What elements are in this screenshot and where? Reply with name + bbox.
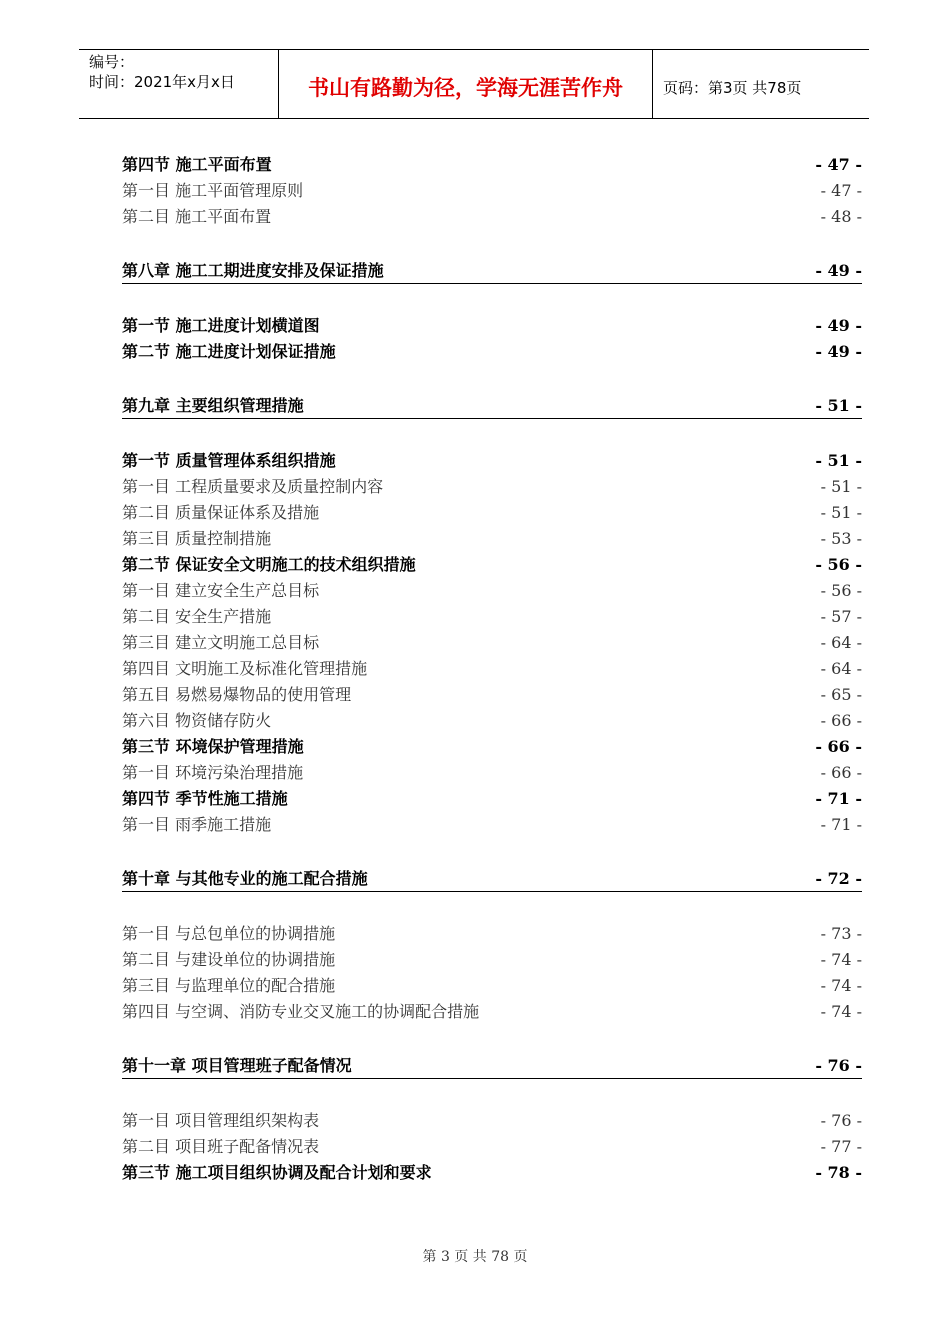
- toc-item-entry[interactable]: [122, 604, 862, 630]
- toc-entry-page-number: - 73 -: [820, 924, 862, 943]
- toc-entry-page-number: - 56 -: [815, 555, 862, 574]
- toc-item-entry[interactable]: [122, 1108, 862, 1134]
- toc-item-entry[interactable]: [122, 947, 862, 973]
- toc-entry-label: 第五目 易燃易爆物品的使用管理: [122, 685, 352, 704]
- toc-entry-label: 第三节 环境保护管理措施: [122, 737, 304, 756]
- toc-entry-page-number: - 66 -: [820, 711, 862, 730]
- toc-spacer: [122, 230, 862, 259]
- toc-entry-label: 第三目 与监理单位的配合措施: [122, 976, 336, 995]
- toc-entry-label: 第一节 施工进度计划横道图: [122, 316, 320, 335]
- header-info-cell: [79, 50, 279, 118]
- toc-item-entry[interactable]: [122, 812, 862, 838]
- toc-item-entry[interactable]: [122, 578, 862, 604]
- toc-item-entry[interactable]: [122, 708, 862, 734]
- toc-entry-page-number: - 66 -: [815, 737, 862, 756]
- toc-entry-page-number: - 74 -: [820, 976, 862, 995]
- toc-spacer: [122, 892, 862, 921]
- toc-entry-page-number: - 47 -: [820, 181, 862, 200]
- page-code: 页码：第3页 共78页: [663, 78, 802, 97]
- toc-entry-page-number: - 65 -: [820, 685, 862, 704]
- number-label: 编号：: [89, 53, 135, 71]
- toc-entry-label: 第一目 项目管理组织架构表: [122, 1111, 320, 1130]
- toc-entry-page-number: - 51 -: [820, 503, 862, 522]
- toc-entry-label: 第三目 质量控制措施: [122, 529, 272, 548]
- header-table: [79, 49, 869, 119]
- toc-chapter-entry[interactable]: [122, 1054, 862, 1079]
- time-label: 时间：2021年x月x日: [89, 73, 235, 91]
- toc-entry-label: 第三目 建立文明施工总目标: [122, 633, 320, 652]
- toc-section-entry[interactable]: [122, 786, 862, 812]
- toc-item-entry[interactable]: [122, 500, 862, 526]
- toc-entry-page-number: - 74 -: [820, 950, 862, 969]
- toc-entry-label: 第二节 施工进度计划保证措施: [122, 342, 336, 361]
- toc-entry-page-number: - 72 -: [815, 869, 862, 888]
- toc-entry-page-number: - 56 -: [820, 581, 862, 600]
- toc-item-entry[interactable]: [122, 656, 862, 682]
- motto: 书山有路勤为径，学海无涯苦作舟: [279, 50, 653, 118]
- toc-entry-page-number: - 47 -: [815, 155, 862, 174]
- toc-spacer: [122, 838, 862, 867]
- toc-entry-label: 第二目 施工平面布置: [122, 207, 272, 226]
- toc-entry-label: 第四目 文明施工及标准化管理措施: [122, 659, 368, 678]
- toc-entry-page-number: - 57 -: [820, 607, 862, 626]
- toc-entry-page-number: - 49 -: [815, 342, 862, 361]
- toc-item-entry[interactable]: [122, 526, 862, 552]
- toc-item-entry[interactable]: [122, 999, 862, 1025]
- toc-entry-label: 第一目 工程质量要求及质量控制内容: [122, 477, 384, 496]
- toc-section-entry[interactable]: [122, 734, 862, 760]
- toc-entry-page-number: - 51 -: [820, 477, 862, 496]
- toc-entry-page-number: - 78 -: [815, 1163, 862, 1182]
- toc-entry-page-number: - 66 -: [820, 763, 862, 782]
- toc-entry-label: 第十章 与其他专业的施工配合措施: [122, 869, 368, 888]
- toc-entry-label: 第二目 与建设单位的协调措施: [122, 950, 336, 969]
- toc-entry-page-number: - 51 -: [815, 396, 862, 415]
- toc-item-entry[interactable]: [122, 682, 862, 708]
- toc-entry-label: 第四节 施工平面布置: [122, 155, 272, 174]
- toc-spacer: [122, 1025, 862, 1054]
- toc-item-entry[interactable]: [122, 1134, 862, 1160]
- toc-item-entry[interactable]: [122, 760, 862, 786]
- toc-entry-label: 第二目 安全生产措施: [122, 607, 272, 626]
- toc-entry-page-number: - 64 -: [820, 659, 862, 678]
- toc-section-entry[interactable]: [122, 448, 862, 474]
- toc-entry-label: 第二节 保证安全文明施工的技术组织措施: [122, 555, 416, 574]
- toc-entry-page-number: - 77 -: [820, 1137, 862, 1156]
- toc-section-entry[interactable]: [122, 313, 862, 339]
- toc-spacer: [122, 1079, 862, 1108]
- toc-entry-label: 第八章 施工工期进度安排及保证措施: [122, 261, 384, 280]
- toc-entry-page-number: - 51 -: [815, 451, 862, 470]
- toc-spacer: [122, 284, 862, 313]
- toc-entry-label: 第六目 物资储存防火: [122, 711, 272, 730]
- toc-entry-label: 第四目 与空调、消防专业交叉施工的协调配合措施: [122, 1002, 480, 1021]
- toc-item-entry[interactable]: [122, 204, 862, 230]
- toc-section-entry[interactable]: [122, 1160, 862, 1186]
- toc-entry-page-number: - 48 -: [820, 207, 862, 226]
- toc-entry-label: 第一目 环境污染治理措施: [122, 763, 304, 782]
- toc-item-entry[interactable]: [122, 973, 862, 999]
- toc-entry-page-number: - 49 -: [815, 261, 862, 280]
- toc-entry-page-number: - 64 -: [820, 633, 862, 652]
- toc-entry-page-number: - 76 -: [815, 1056, 862, 1075]
- toc-entry-page-number: - 76 -: [820, 1111, 862, 1130]
- toc-section-entry[interactable]: [122, 152, 862, 178]
- toc-item-entry[interactable]: [122, 178, 862, 204]
- toc-entry-label: 第九章 主要组织管理措施: [122, 396, 304, 415]
- toc-entry-label: 第四节 季节性施工措施: [122, 789, 288, 808]
- toc-section-entry[interactable]: [122, 339, 862, 365]
- toc-entry-page-number: - 53 -: [820, 529, 862, 548]
- toc-entry-label: 第一目 建立安全生产总目标: [122, 581, 320, 600]
- toc-entry-label: 第一节 质量管理体系组织措施: [122, 451, 336, 470]
- toc-entry-label: 第三节 施工项目组织协调及配合计划和要求: [122, 1163, 432, 1182]
- toc-section-entry[interactable]: [122, 552, 862, 578]
- toc-entry-page-number: - 49 -: [815, 316, 862, 335]
- toc-entry-label: 第一目 施工平面管理原则: [122, 181, 304, 200]
- toc-spacer: [122, 419, 862, 448]
- toc-chapter-entry[interactable]: [122, 394, 862, 419]
- toc-entry-page-number: - 71 -: [815, 789, 862, 808]
- toc-entry-label: 第二目 质量保证体系及措施: [122, 503, 320, 522]
- toc-entry-label: 第十一章 项目管理班子配备情况: [122, 1056, 352, 1075]
- toc-entry-label: 第一目 雨季施工措施: [122, 815, 272, 834]
- page-footer: 第 3 页 共 78 页: [422, 1249, 528, 1265]
- toc-entry-label: 第二目 项目班子配备情况表: [122, 1137, 320, 1156]
- toc-item-entry[interactable]: [122, 921, 862, 947]
- table-of-contents: [122, 152, 862, 1186]
- toc-entry-label: 第一目 与总包单位的协调措施: [122, 924, 336, 943]
- toc-chapter-entry[interactable]: [122, 259, 862, 284]
- toc-item-entry[interactable]: [122, 474, 862, 500]
- toc-spacer: [122, 365, 862, 394]
- toc-entry-page-number: - 74 -: [820, 1002, 862, 1021]
- toc-item-entry[interactable]: [122, 630, 862, 656]
- toc-entry-page-number: - 71 -: [820, 815, 862, 834]
- toc-chapter-entry[interactable]: [122, 867, 862, 892]
